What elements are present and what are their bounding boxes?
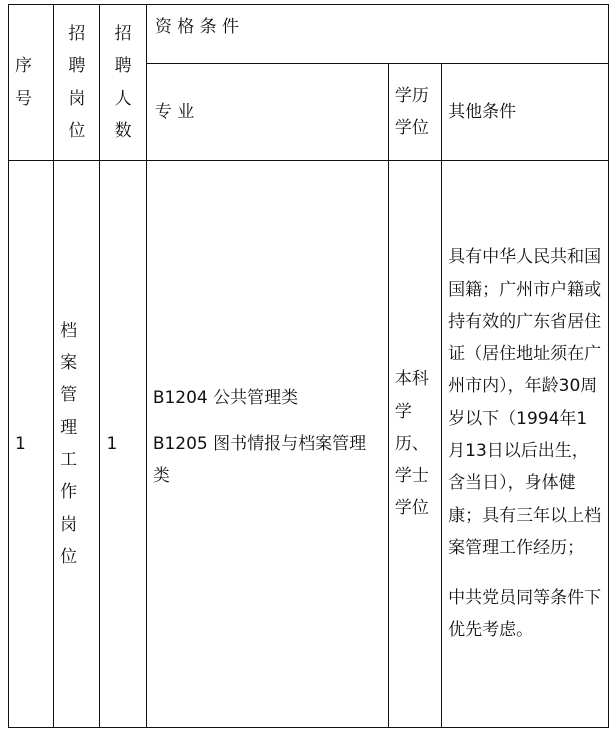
major-item: B1204 公共管理类 [152,387,299,408]
cell-education-line: 学 [394,401,412,422]
cell-seq: 1 [9,161,54,728]
cell-education-line: 学位 [394,498,429,519]
header-seq: 序号 [9,5,54,161]
header-major [146,64,388,161]
cell-education [388,161,441,728]
cell-education-line: 本科 [394,369,429,390]
header-education [388,64,441,161]
header-count-line: 招聘 [114,23,132,77]
header-major-text: 专 业 [154,101,195,122]
cell-count: 1 [100,161,146,728]
table-row [9,161,609,728]
cell-other [442,161,609,728]
cell-position-line: 档案 [60,320,78,374]
cell-position-line: 岗位 [60,514,78,567]
cell-majors [146,161,388,728]
cell-position-line: 管理 [60,385,78,438]
cell-education-line: 学士 [394,466,429,487]
cell-education-line: 历、 [394,433,429,454]
header-count-line: 人数 [114,88,132,141]
header-position-line: 岗位 [68,88,86,141]
other-requirements-text: 具有中华人民共和国国籍；广州市户籍或持有效的广东省居住证（居住地址须在广州市内），年龄30周岁以下（1994年1月13日以后出生，含当日），身体健康；具有三年以上档案管理工作经历； [448,247,602,558]
major-item: B1205 图书情报与档案管理类 [152,433,367,487]
cell-position-line: 工作 [60,450,78,503]
header-position [54,5,100,161]
cell-position [54,161,100,728]
recruitment-table [8,4,609,728]
header-position-line: 招聘 [68,23,86,77]
header-education-line: 学历 [394,85,429,106]
header-row [9,5,609,64]
header-other: 其他条件 [442,64,609,161]
other-preference-text: 中共党员同等条件下优先考虑。 [448,588,602,641]
header-qualifications [146,5,608,64]
header-qualifications-text: 资 格 条 件 [154,17,240,37]
header-education-line: 学位 [394,118,429,138]
header-count [100,5,146,161]
